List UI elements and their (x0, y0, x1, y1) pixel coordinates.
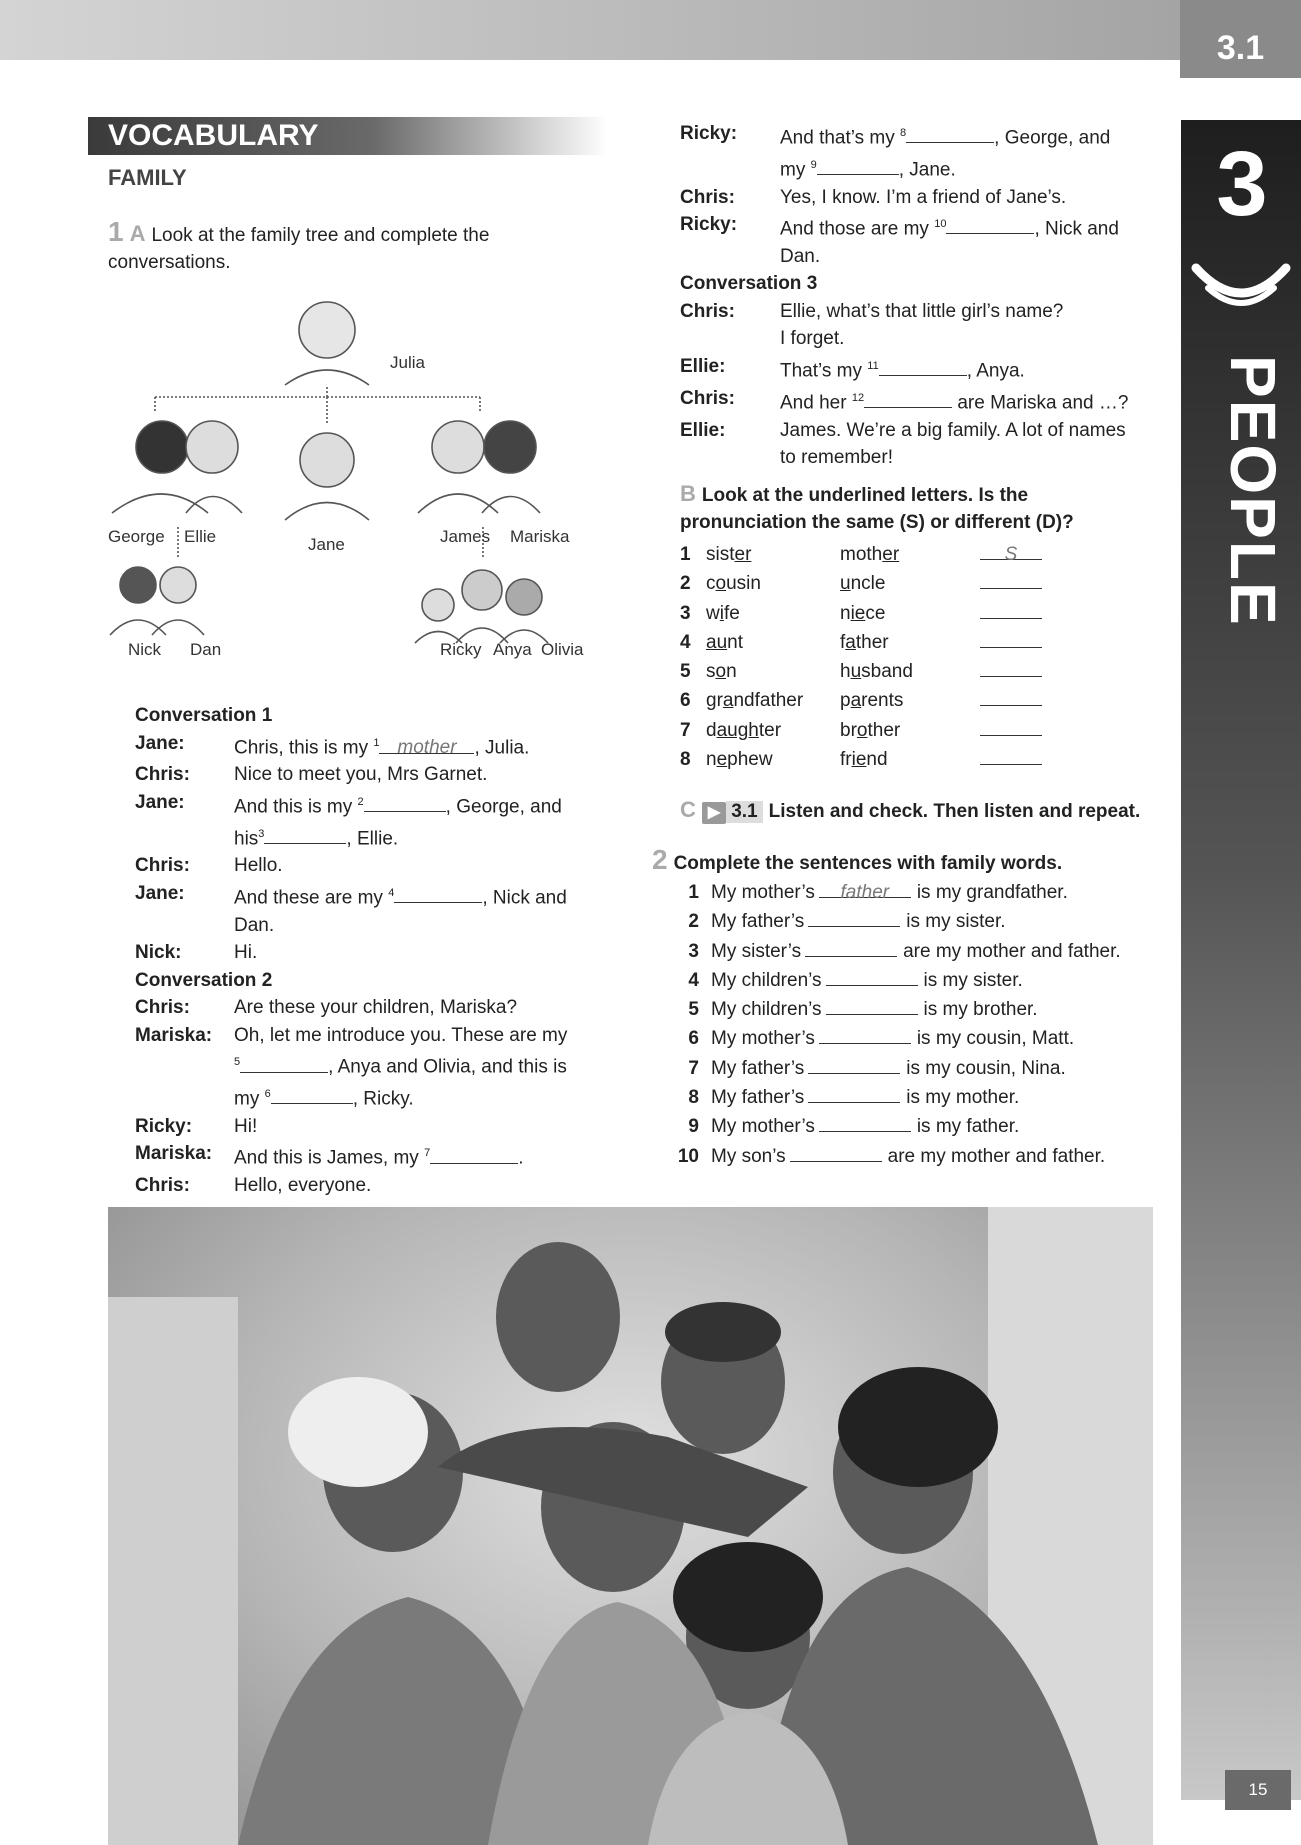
sentence-item: 7 My father’s is my cousin, Nina. (665, 1054, 1155, 1083)
answer-blank-5[interactable] (240, 1053, 328, 1073)
sentence-item: 3 My sister’s are my mother and father. (665, 937, 1155, 966)
sentence-item: 10 My son’s are my mother and father. (665, 1142, 1155, 1171)
answer-blank[interactable] (980, 686, 1042, 706)
exercise-2-list (665, 878, 1155, 1171)
answer-blank-7[interactable] (430, 1144, 518, 1164)
answer-blank-4[interactable] (394, 883, 482, 903)
conversation-3-heading: Conversation 3 (680, 273, 818, 295)
tree-label-nick: Nick (128, 640, 162, 659)
sentence-item: 4 My children’s is my sister. (665, 966, 1155, 995)
answer-blank-2[interactable] (364, 792, 446, 812)
tree-label-ricky: Ricky (440, 640, 482, 659)
tree-label-mariska: Mariska (510, 527, 570, 546)
family-tree (100, 295, 600, 675)
section-title: VOCABULARY (88, 117, 608, 155)
answer-blank[interactable] (819, 1112, 911, 1132)
answer-blank[interactable]: father (819, 878, 911, 898)
pronunciation-item: 7 daughter brother (680, 716, 1080, 745)
answer-blank[interactable] (819, 1024, 911, 1044)
line: Mariska: And this is James, my $^7$ . (135, 1143, 524, 1169)
exercise-1c-instruction: C ▶ 3.1 Listen and check. Then listen and repeat. (680, 797, 1141, 822)
exercise-1b-instruction: B Look at the underlined letters. Is the pronunciation the same (S) or different (D)? (680, 481, 1074, 533)
answer-blank[interactable] (980, 745, 1042, 765)
line: Chris: Ellie, what’s that little girl’s name? I forget. (680, 300, 1064, 350)
conversation-2-heading: Conversation 2 (135, 969, 273, 991)
answer-blank-6[interactable] (271, 1084, 353, 1104)
tree-label-julia: Julia (390, 353, 425, 372)
exercise-1b-list (680, 540, 1080, 774)
unit-number: 3.1 (1180, 0, 1301, 78)
tree-label-anya: Anya (493, 640, 532, 659)
line: Ricky: And that’s my $^8$ , George, and my $^9$ , Jane. (680, 123, 1111, 181)
answer-blank-10[interactable] (946, 214, 1034, 234)
line: Chris: Hello, everyone. (135, 1175, 372, 1197)
tree-label-george: George (108, 527, 165, 546)
sentence-item: 9 My mother’s is my father. (665, 1112, 1155, 1141)
answer-blank-1[interactable]: mother (379, 734, 474, 754)
tree-label-jane: Jane (308, 535, 345, 554)
family-photo-illustration (108, 1207, 1153, 1845)
pronunciation-item: 5 son husband (680, 657, 1080, 686)
family-photo (108, 1207, 1153, 1845)
answer-blank[interactable] (808, 1054, 900, 1074)
line: Ellie: That’s my $^{11}$ , Anya. (680, 355, 1025, 382)
sentence-item: 8 My father’s is my mother. (665, 1083, 1155, 1112)
line: Chris: Nice to meet you, Mrs Garnet. (135, 764, 488, 786)
line: Chris: Are these your children, Mariska? (135, 997, 518, 1019)
exercise-1a-instruction: 1 A Look at the family tree and complete the conversations. (108, 216, 490, 273)
answer-blank[interactable] (980, 599, 1042, 619)
tree-label-ellie: Ellie (184, 527, 217, 546)
family-tree-illustration (100, 295, 600, 675)
line: Ricky: And those are my $^{10}$ , Nick and Dan. (680, 214, 1119, 267)
conversations-right (680, 120, 1150, 472)
line: Chris: And her $^{12}$ are Mariska and …? (680, 387, 1129, 414)
unit-title: PEOPLE (1217, 355, 1289, 627)
pronunciation-item: 6 grandfather parents (680, 686, 1080, 715)
answer-blank-12[interactable] (864, 388, 952, 408)
answer-blank[interactable] (826, 966, 918, 986)
header-band (0, 0, 1301, 60)
audio-track: 3.1 (726, 801, 762, 823)
speech-waves-icon (1186, 248, 1296, 338)
answer-blank[interactable] (980, 657, 1042, 677)
exercise-2-instruction: 2 Complete the sentences with family words. (652, 844, 1063, 875)
pronunciation-item: 1 sister mother S (680, 540, 1080, 569)
play-audio-button[interactable]: ▶ (702, 802, 726, 824)
answer-blank[interactable] (980, 628, 1042, 648)
line: Chris: Yes, I know. I’m a friend of Jane’s. (680, 186, 1067, 208)
answer-blank-11[interactable] (879, 356, 967, 376)
sentence-item: 6 My mother’s is my cousin, Matt. (665, 1024, 1155, 1053)
answer-blank[interactable] (808, 907, 900, 927)
tree-label-james: James (440, 527, 491, 546)
answer-blank[interactable] (805, 937, 897, 957)
section-subtitle: FAMILY (108, 165, 187, 190)
pronunciation-item: 3 wife niece (680, 599, 1080, 628)
line: Ricky: Hi! (135, 1115, 258, 1137)
answer-blank-9[interactable] (817, 155, 899, 175)
tree-label-olivia: Olivia (541, 640, 584, 659)
answer-blank[interactable] (980, 716, 1042, 736)
answer-blank[interactable] (980, 569, 1042, 589)
answer-blank[interactable]: S (980, 540, 1042, 560)
page-number: 15 (1225, 1770, 1291, 1810)
pronunciation-item: 2 cousin uncle (680, 569, 1080, 598)
answer-blank[interactable] (826, 995, 918, 1015)
conversation-1-heading: Conversation 1 (135, 705, 273, 726)
tree-label-dan: Dan (190, 640, 222, 659)
conversations-left (135, 702, 605, 1200)
line: Nick: Hi. (135, 942, 258, 964)
line: Chris: Hello. (135, 855, 283, 877)
answer-blank-3[interactable] (264, 824, 346, 844)
sentence-item: 2 My father’s is my sister. (665, 907, 1155, 936)
pronunciation-item: 8 nephew friend (680, 745, 1080, 774)
pronunciation-item: 4 aunt father (680, 628, 1080, 657)
line: Ellie: James. We’re a big family. A lot of names to remember! (680, 419, 1126, 469)
sentence-item: 5 My children’s is my brother. (665, 995, 1155, 1024)
line: Jane: And these are my $^4$ , Nick and Dan. (135, 882, 567, 936)
line: Jane: And this is my $^2$ , George, and his$^3$ , Ellie. (135, 791, 562, 849)
unit-big-number: 3 (1216, 133, 1268, 235)
answer-blank[interactable] (808, 1083, 900, 1103)
sentence-item: 1 My mother’s father is my grandfather. (665, 878, 1155, 907)
line: Mariska: Oh, let me introduce you. These are my $^5$ , Anya and Olivia, and this is my $^6$ , Ricky. (135, 1024, 568, 1110)
answer-blank-8[interactable] (906, 123, 994, 143)
line: Jane: Chris, this is my $^1$ mother , Julia. (135, 732, 530, 758)
answer-blank[interactable] (790, 1142, 882, 1162)
